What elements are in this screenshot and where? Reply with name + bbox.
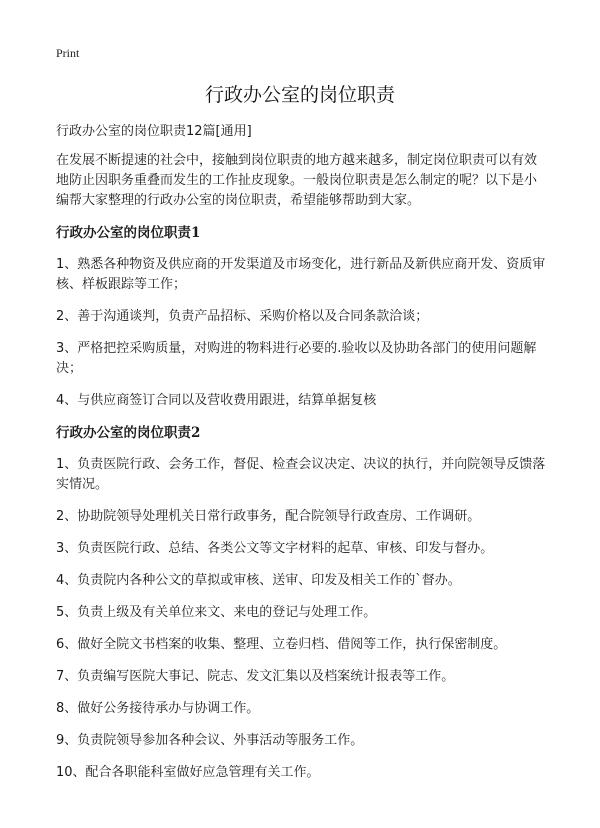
list-item: 3、严格把控采购质量，对购进的物料进行必要的.验收以及协助各部门的使用问题解决； (56, 341, 537, 376)
list-item: 1、负责医院行政、会务工作，督促、检查会议决定、决议的执行，并向院领导反馈落实情况。 (56, 457, 546, 492)
document-subtitle: 行政办公室的岗位职责12篇[通用] (56, 124, 252, 139)
page-title: 行政办公室的岗位职责 (204, 84, 395, 106)
list-item: 3、负责医院行政、总结、各类公文等文字材料的起草、审核、印发与督办。 (56, 541, 494, 556)
intro-paragraph: 在发展不断提速的社会中，接触到岗位职责的地方越来越多，制定岗位职责可以有效地防止因职务重叠而发生的工作扯皮现象。一般岗位职责是怎么制定的呢？以下是小编帮大家整理的行政办公室的岗位职责，希望能够帮助到大家。 (56, 153, 538, 208)
list-item: 4、与供应商签订合同以及营收费用跟进，结算单据复核 (56, 393, 377, 408)
list-item: 2、善于沟通谈判，负责产品招标、采购价格以及合同条款洽谈； (56, 309, 429, 324)
list-item: 8、做好公务接待承办与协调工作。 (56, 701, 260, 716)
list-item: 6、做好全院文书档案的收集、整理、立卷归档、借阅等工作，执行保密制度。 (56, 637, 507, 652)
print-label: Print (56, 46, 80, 60)
document-body (56, 120, 546, 795)
section-heading-1: 行政办公室的岗位职责1 (56, 225, 201, 241)
list-item: 1、熟悉各种物资及供应商的开发渠道及市场变化，进行新品及新供应商开发、资质审核、样板跟踪等工作； (56, 257, 546, 292)
list-item: 7、负责编写医院大事记、院志、发文汇集以及档案统计报表等工作。 (56, 669, 455, 684)
list-item: 10、配合各职能科室做好应急管理有关工作。 (56, 765, 320, 780)
list-item: 5、负责上级及有关单位来文、来电的登记与处理工作。 (56, 605, 377, 620)
list-item: 4、负责院内各种公文的草拟或审核、送审、印发及相关工作的`督办。 (56, 573, 461, 588)
list-item: 2、协助院领导处理机关日常行政事务，配合院领导行政查房、工作调研。 (56, 509, 481, 524)
section-heading-2: 行政办公室的岗位职责2 (56, 425, 201, 441)
list-item: 9、负责院领导参加各种会议、外事活动等服务工作。 (56, 733, 364, 748)
